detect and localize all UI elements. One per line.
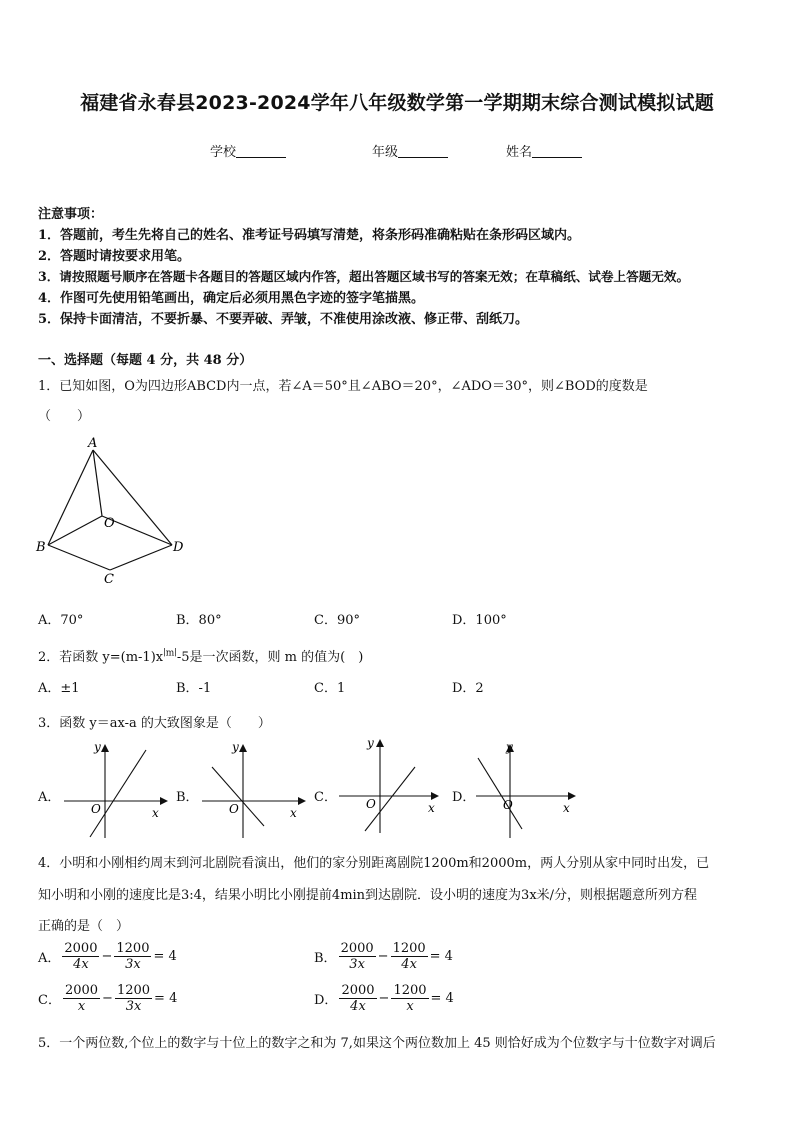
- q1-stem: 1．已知如图，O为四边形ABCD内一点，若∠A＝50°且∠ABO＝20°，∠ADO＝30°，则∠BOD的度数是: [38, 379, 648, 394]
- q4-option-a-frac-2: [114, 941, 151, 972]
- graph-c-y-label: y: [367, 736, 374, 750]
- q4-option-c: [38, 983, 177, 1014]
- name-field: [506, 141, 582, 160]
- label-b: B: [36, 540, 46, 555]
- frac-denominator: x: [77, 999, 86, 1014]
- school-blank: [236, 144, 286, 158]
- q3-graph-c: [335, 735, 445, 835]
- exam-title: 福建省永春县2023-2024学年八年级数学第一学期期末综合测试模拟试题: [80, 92, 714, 114]
- frac-numerator: 2000: [341, 983, 375, 998]
- school-field: [210, 141, 286, 160]
- q4-line-1: 4．小明和小刚相约周末到河北剧院看演出，他们的家分别距离剧院1200m和2000m，两人分别从家中同时出发，已: [38, 856, 710, 871]
- graph-b-y-label: y: [232, 740, 239, 754]
- q3-option-b-label: B．: [176, 790, 199, 805]
- q3-option-a-label: A．: [38, 790, 61, 805]
- q4-option-d: [314, 983, 454, 1014]
- q2-stem-end: -5是一次函数，则 m 的值为( ): [176, 650, 364, 665]
- q2-option-a: A．±1: [38, 681, 80, 696]
- q5-stem: 5．一个两位数,个位上的数字与十位上的数字之和为 7,如果这个两位数加上 45 则恰好成为个位数字与十位数字对调后: [38, 1036, 716, 1051]
- q4-option-a-frac-1: [62, 941, 99, 972]
- frac-numerator: 2000: [64, 983, 99, 998]
- q3-graph-b: [198, 740, 308, 840]
- q2-option-b: B．-1: [176, 681, 212, 696]
- section-choice-heading: 一、选择题（每题 4 分，共 48 分）: [38, 353, 253, 368]
- name-label: 姓名: [506, 145, 533, 160]
- minus-sign: −: [378, 991, 390, 1006]
- graph-c-origin: O: [366, 797, 376, 811]
- q1-option-a: A．70°: [38, 613, 84, 628]
- graph-d-y-label: y: [506, 740, 513, 754]
- school-label: 学校: [210, 145, 237, 160]
- q4-option-d-frac-2: [391, 983, 428, 1014]
- q1-option-b: B．80°: [176, 613, 222, 628]
- q4-option-c-frac-1: [63, 983, 100, 1014]
- minus-sign: −: [377, 949, 389, 964]
- graph-d-line: [478, 758, 522, 829]
- q4-option-c-label: C．: [38, 993, 61, 1008]
- graph-a-x-label: x: [152, 806, 159, 820]
- notice-heading: 注意事项：: [38, 207, 104, 222]
- graph-d-x-label: x: [563, 801, 570, 815]
- frac-denominator: 4x: [350, 999, 366, 1014]
- frac-denominator: x: [406, 999, 414, 1014]
- q4-line-2: 知小明和小刚的速度比是3:4，结果小明比小刚提前4min到达剧院．设小明的速度为3x米/分，则根据题意所列方程: [38, 888, 698, 903]
- frac-denominator: 4x: [73, 957, 89, 972]
- graph-a-y-label: y: [94, 740, 101, 754]
- q3-graph-d: [472, 740, 582, 840]
- q2-stem-start: 2．若函数 y=(m-1)x: [38, 650, 164, 665]
- q3-option-c-label: C．: [314, 790, 337, 805]
- label-c: C: [104, 572, 114, 587]
- q4-option-b-frac-1: [339, 941, 376, 972]
- grade-label: 年级: [372, 145, 399, 160]
- segment-bo: [48, 516, 102, 545]
- notice-item-2: 2．答题时请按要求用笔。: [38, 249, 191, 264]
- graph-b-line: [212, 767, 264, 826]
- graph-a-origin: O: [91, 802, 101, 816]
- q3-graph-a: [60, 740, 170, 840]
- edge-bc: [48, 545, 110, 570]
- label-a: A: [88, 436, 98, 451]
- frac-denominator: 3x: [349, 957, 365, 972]
- frac-numerator: 2000: [340, 941, 374, 956]
- q4-option-a-label: A．: [38, 951, 61, 966]
- q1-quadrilateral-figure: [30, 430, 200, 590]
- q4-option-c-rhs: = 4: [154, 991, 178, 1006]
- frac-denominator: 3x: [125, 999, 142, 1014]
- notice-item-4: 4．作图可先使用铅笔画出，确定后必须用黑色字迹的签字笔描黑。: [38, 291, 425, 306]
- frac-denominator: 4x: [401, 957, 417, 972]
- q4-option-b: [314, 941, 453, 972]
- q4-option-c-frac-2: [115, 983, 152, 1014]
- q1-option-c: C．90°: [314, 613, 360, 628]
- graph-b-origin: O: [229, 802, 239, 816]
- q4-option-a-rhs: = 4: [153, 949, 177, 964]
- q2-exponent: ∣m∣: [163, 648, 177, 659]
- minus-sign: −: [101, 949, 113, 964]
- notice-item-5: 5．保持卡面清洁，不要折暴、不要弄破、弄皱，不准使用涂改液、修正带、刮纸刀。: [38, 312, 529, 327]
- graph-d-origin: O: [503, 798, 513, 812]
- frac-numerator: 1200: [392, 941, 426, 956]
- q2-stem: [38, 646, 363, 665]
- name-blank: [532, 144, 582, 158]
- q1-option-d: D．100°: [452, 613, 507, 628]
- frac-numerator: 2000: [64, 941, 98, 956]
- graph-a-line: [90, 750, 146, 837]
- q4-option-b-label: B．: [314, 951, 337, 966]
- q4-option-b-frac-2: [391, 941, 428, 972]
- edge-ab: [48, 450, 93, 545]
- q4-option-d-label: D．: [314, 993, 338, 1008]
- q4-option-a: [38, 941, 177, 972]
- q4-line-3: 正确的是（ ）: [38, 919, 130, 934]
- q2-option-d: D．2: [452, 681, 484, 696]
- label-o: O: [104, 516, 115, 531]
- edge-cd: [110, 545, 172, 570]
- frac-denominator: 3x: [125, 957, 141, 972]
- notice-item-1: 1．答题前，考生先将自己的姓名、准考证号码填写清楚，将条形码准确粘贴在条形码区域内。: [38, 228, 581, 243]
- minus-sign: −: [102, 991, 113, 1006]
- q4-option-d-rhs: = 4: [430, 991, 454, 1006]
- frac-numerator: 1200: [116, 983, 151, 998]
- grade-blank: [398, 144, 448, 158]
- label-d: D: [173, 540, 184, 555]
- q4-option-b-rhs: = 4: [429, 949, 453, 964]
- notice-item-3: 3．请按照题号顺序在答题卡各题目的答题区域内作答，超出答题区域书写的答案无效；在草稿纸、试卷上答题无效。: [38, 269, 690, 284]
- graph-c-x-label: x: [428, 801, 435, 815]
- frac-numerator: 1200: [393, 983, 427, 998]
- q3-option-d-label: D．: [452, 790, 476, 805]
- frac-numerator: 1200: [116, 941, 150, 956]
- q4-option-d-frac-1: [339, 983, 376, 1014]
- q3-stem: 3．函数 y＝ax-a 的大致图象是（ ）: [38, 716, 271, 731]
- grade-field: [372, 141, 448, 160]
- q1-paren: （ ）: [38, 409, 91, 424]
- q2-option-c: C．1: [314, 681, 346, 696]
- graph-b-x-label: x: [290, 806, 297, 820]
